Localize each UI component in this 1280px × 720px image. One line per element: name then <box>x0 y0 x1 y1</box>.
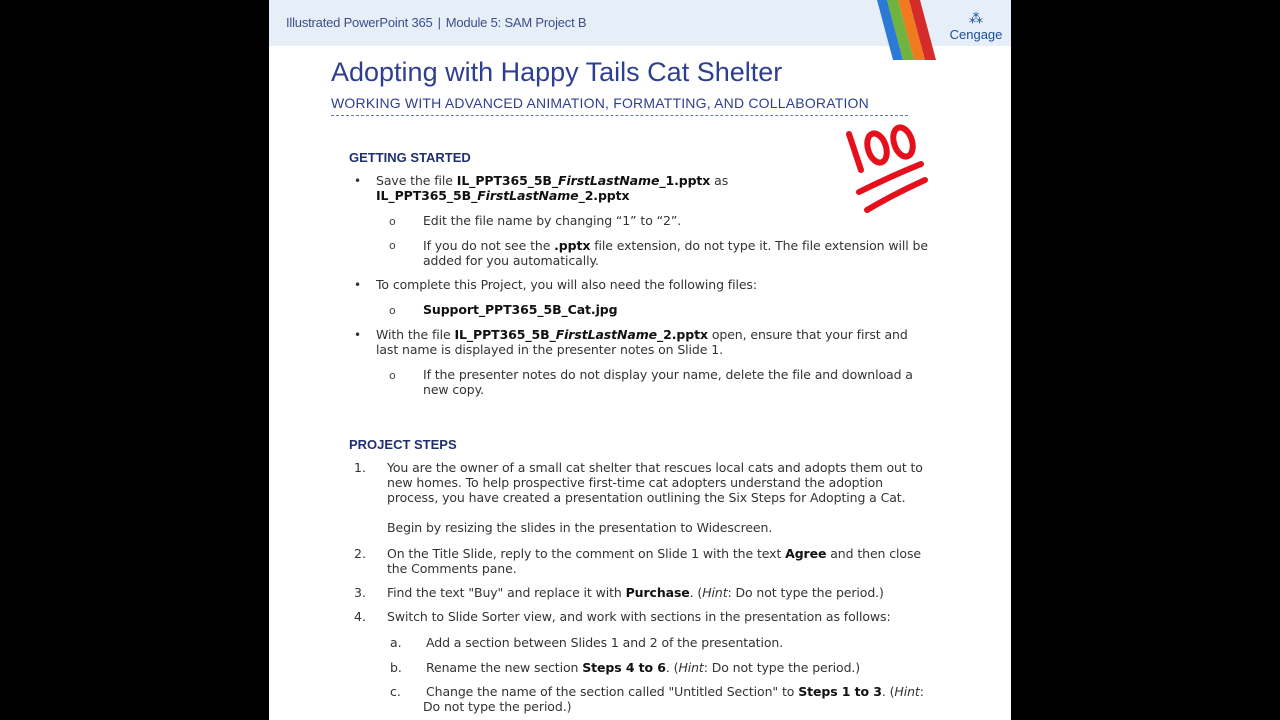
sub-bullet-marker: o <box>389 369 396 382</box>
step-number: 4. <box>354 609 366 624</box>
step-text: new homes. To help prospective first-time cat adopters understand the adoption <box>387 475 883 490</box>
list-item: With the file IL_PPT365_5B_FirstLastName_2.pptx open, ensure that your first and <box>376 327 908 342</box>
step-text: the Comments pane. <box>387 561 517 576</box>
step-text: process, you have created a presentation outlining the Six Steps for Adopting a Cat. <box>387 490 906 505</box>
substep-label: a. <box>390 635 402 650</box>
step-number: 2. <box>354 546 366 561</box>
substep-text-continued: Do not type the period.) <box>423 699 572 714</box>
header-separator: | <box>437 15 441 30</box>
step-text: You are the owner of a small cat shelter that rescues local cats and adopts them out to <box>387 460 923 475</box>
brand-stripes-icon <box>869 0 949 60</box>
header-title <box>286 15 586 30</box>
step-text: Begin by resizing the slides in the presentation to Widescreen. <box>387 520 773 535</box>
list-item: To complete this Project, you will also need the following files: <box>376 277 757 292</box>
step-number: 3. <box>354 585 366 600</box>
list-subitem-continued: new copy. <box>423 382 484 397</box>
project-steps-heading: PROJECT STEPS <box>349 437 457 452</box>
list-item-continued: last name is displayed in the presenter notes on Slide 1. <box>376 342 723 357</box>
document-page <box>269 0 1011 720</box>
hundred-points-emoji-icon <box>839 122 929 222</box>
course-name: Illustrated PowerPoint 365 <box>286 15 433 30</box>
getting-started-heading: GETTING STARTED <box>349 150 471 165</box>
sub-bullet-marker: o <box>389 239 396 252</box>
list-subitem: If the presenter notes do not display your name, delete the file and download a <box>423 367 913 382</box>
cengage-logo-icon: ⁂ <box>969 11 983 27</box>
bullet-marker: • <box>354 278 362 292</box>
step-text: Find the text "Buy" and replace it with Purchase. (Hint: Do not type the period.) <box>387 585 884 600</box>
substep-label: c. <box>390 684 401 699</box>
page-title: Adopting with Happy Tails Cat Shelter <box>331 57 783 87</box>
module-name: Module 5: SAM Project B <box>445 15 587 30</box>
step-text: On the Title Slide, reply to the comment on Slide 1 with the text Agree and then close <box>387 546 921 561</box>
list-item-continued: IL_PPT365_5B_FirstLastName_2.pptx <box>376 188 630 203</box>
list-subitem-continued: added for you automatically. <box>423 253 599 268</box>
substep-text: Add a section between Slides 1 and 2 of the presentation. <box>426 635 784 650</box>
substep-label: b. <box>390 660 402 675</box>
sub-bullet-marker: o <box>389 304 396 317</box>
sub-bullet-marker: o <box>389 215 396 228</box>
substep-text: Change the name of the section called "Untitled Section" to Steps 1 to 3. (Hint: <box>426 684 924 699</box>
cengage-logo <box>941 12 1011 42</box>
page-subtitle: WORKING WITH ADVANCED ANIMATION, FORMATTING, AND COLLABORATION <box>331 95 869 111</box>
list-subitem: If you do not see the .pptx file extension, do not type it. The file extension will be <box>423 238 928 253</box>
list-subitem: Support_PPT365_5B_Cat.jpg <box>423 302 618 317</box>
bullet-marker: • <box>354 174 362 188</box>
bullet-marker: • <box>354 328 362 342</box>
brand-name: Cengage <box>949 27 1003 42</box>
substep-text: Rename the new section Steps 4 to 6. (Hint: Do not type the period.) <box>426 660 861 675</box>
title-divider <box>331 115 908 116</box>
step-text: Switch to Slide Sorter view, and work with sections in the presentation as follows: <box>387 609 891 624</box>
list-item: Save the file IL_PPT365_5B_FirstLastName_1.pptx as <box>376 173 729 188</box>
step-number: 1. <box>354 460 366 475</box>
list-subitem: Edit the file name by changing “1” to “2”. <box>423 213 682 228</box>
